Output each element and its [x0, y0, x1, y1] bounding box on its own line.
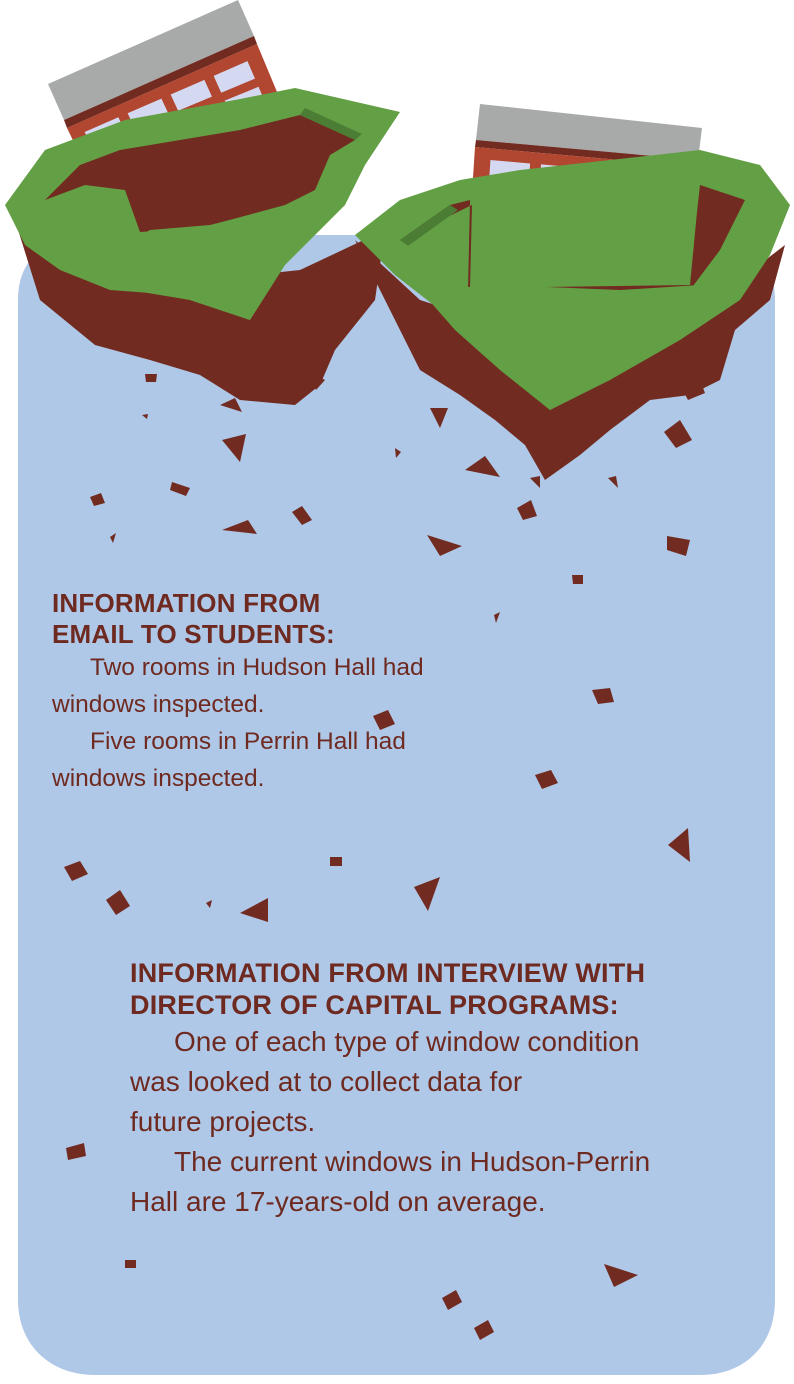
email-item1-line1: Two rooms in Hudson Hall had	[90, 654, 424, 682]
interview-info-section	[130, 958, 770, 1222]
interview-item2-line1: The current windows in Hudson-Perrin	[174, 1145, 651, 1177]
email-item-perrin	[52, 723, 522, 797]
email-item2-line2: windows inspected.	[52, 765, 265, 793]
interview-item1-line2: was looked at to collect data for	[130, 1065, 523, 1097]
email-item-hudson	[52, 649, 522, 723]
interview-item1-line1: One of each type of window condition	[174, 1025, 640, 1057]
email-item2-line1: Five rooms in Perrin Hall had	[90, 728, 406, 756]
email-heading-line1: INFORMATION FROM	[52, 588, 321, 618]
email-info-section	[52, 588, 522, 797]
interview-heading-line1: INFORMATION FROM INTERVIEW WITH	[130, 958, 646, 988]
debris-fragment-icon	[572, 575, 583, 584]
interview-heading-line2: DIRECTOR OF CAPITAL PROGRAMS:	[130, 989, 619, 1020]
email-section-heading	[52, 588, 522, 649]
debris-fragment-icon	[145, 374, 157, 382]
debris-fragment-icon	[330, 857, 342, 866]
interview-section-heading	[130, 958, 770, 1022]
debris-fragment-icon	[125, 1260, 136, 1268]
interview-item-window-age	[130, 1142, 770, 1222]
email-item1-line2: windows inspected.	[52, 691, 265, 719]
email-heading-line2: EMAIL TO STUDENTS:	[52, 618, 335, 649]
interview-item-window-condition	[130, 1022, 770, 1142]
interview-item1-line3: future projects.	[130, 1105, 316, 1137]
interview-item2-line2: Hall are 17-years-old on average.	[130, 1185, 546, 1217]
